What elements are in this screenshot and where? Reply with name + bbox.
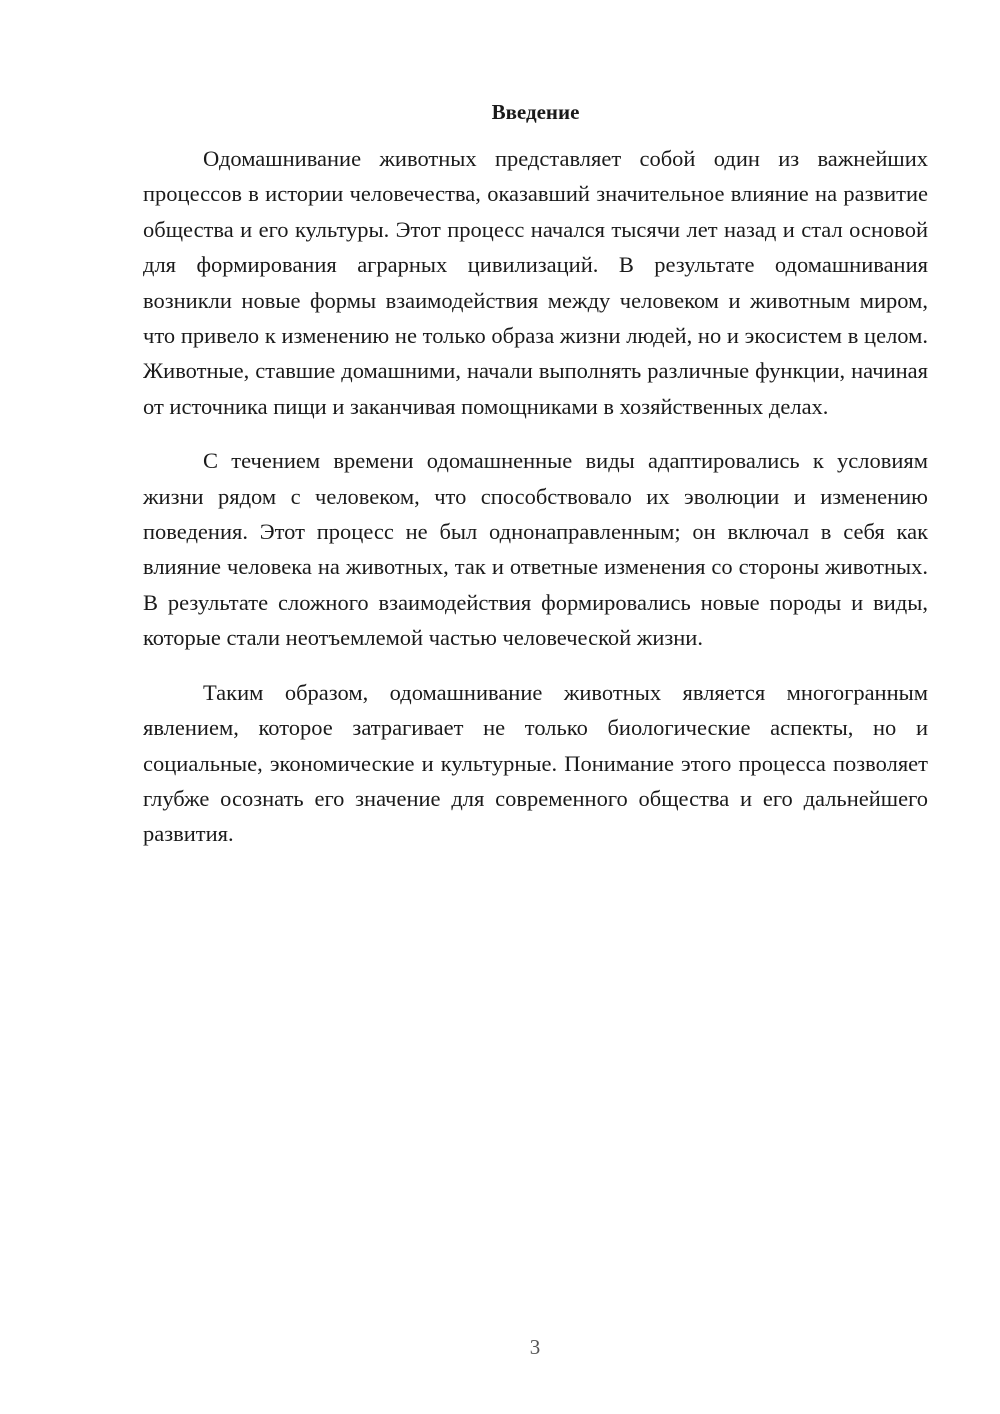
page-number: 3 (529, 1335, 541, 1359)
section-heading: Введение (491, 100, 580, 124)
paragraph-1: Одомашнивание животных представляет собой один из важнейших процессов в истории человечества, оказавший значительное влияние на развитие общества и его культуры. Этот процесс начался тысячи лет назад и стал основой для формирования аграрных цивилизаций. В результате одомашнивания возникли новые формы взаимодействия между человеком и животным миром, что привело к изменению не только образа жизни людей, но и экосистем в целом. Животные, ставшие домашними, начали выполнять различные функции, начиная от источника пищи и заканчивая помощниками в хозяйственных делах. (143, 146, 928, 419)
page-content (143, 97, 928, 871)
paragraph-3: Таким образом, одомашнивание животных является многогранным явлением, которое затрагивает не только биологические аспекты, но и социальные, экономические и культурные. Понимание этого процесса позволяет глубже осознать его значение для современного общества и его дальнейшего развития. (143, 679, 928, 847)
paragraph-2: С течением времени одомашненные виды адаптировались к условиям жизни рядом с человеком, что способствовало их эволюции и изменению поведения. Этот процесс не был однонаправленным; он включал в себя как влияние человека на животных, так и ответные изменения со стороны животных. В результате сложного взаимодействия формировались новые породы и виды, которые стали неотъемлемой частью человеческой жизни. (143, 448, 928, 651)
